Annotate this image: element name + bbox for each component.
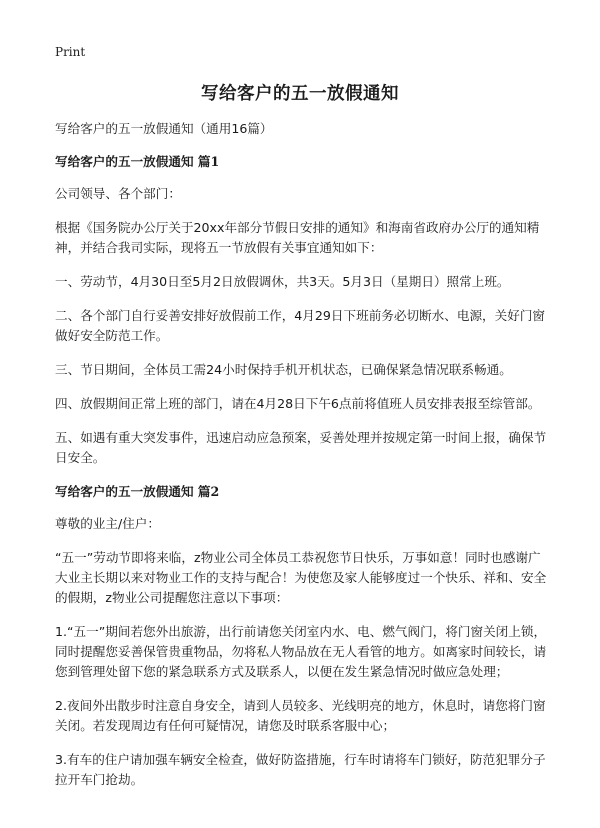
paragraph: 三、节日期间，全体员工需24小时保持手机开机状态，已确保紧急情况联系畅通。	[55, 362, 512, 377]
paragraph: “五一”劳动节即将来临，z物业公司全体员工恭祝您节日快乐，万事如意！同时也感谢广大业主长期以来对物业工作的支持与配合！为使您及家人能够度过一个快乐、祥和、安全的假期，z物业公司提醒您注意以下事项：	[55, 550, 547, 605]
print-label: Print	[55, 45, 86, 59]
document-body	[55, 119, 550, 804]
paragraph: 根据《国务院办公厅关于20xx年部分节假日安排的通知》和海南省政府办公厅的通知精神，并结合我司实际，现将五一节放假有关事宜通知如下：	[55, 220, 540, 255]
page-title: 写给客户的五一放假通知	[201, 84, 399, 104]
paragraph: 二、各个部门自行妥善安排好放假前工作，4月29日下班前务必切断水、电源，关好门窗做好安全防范工作。	[55, 308, 546, 343]
paragraph: 2.夜间外出散步时注意自身安全，请到人员较多、光线明亮的地方，休息时，请您将门窗关闭。若发现周边有任何可疑情况，请您及时联系客服中心；	[55, 698, 546, 733]
section-greeting: 公司领导、各个部门：	[55, 186, 181, 201]
section-greeting: 尊敬的业主/住户：	[55, 516, 160, 531]
paragraph: 3.有车的住户请加强车辆安全检查，做好防盗措施，行车时请将车门锁好，防范犯罪分子拉开车门抢劫。	[55, 752, 546, 787]
paragraph: 1.“五一”期间若您外出旅游，出行前请您关闭室内水、电、燃气阀门，将门窗关闭上锁，同时提醒您妥善保管贵重物品，勿将私人物品放在无人看管的地方。如离家时间较长，请您到管理处留下您的紧急联系方式及联系人，以便在发生紧急情况时做应急处理；	[55, 624, 547, 679]
paragraph: 四、放假期间正常上班的部门，请在4月28日下午6点前将值班人员安排表报至综管部。	[55, 396, 541, 411]
paragraph: 五、如遇有重大突发事件，迅速启动应急预案，妥善处理并按规定第一时间上报，确保节日安全。	[55, 430, 547, 465]
section-heading: 写给客户的五一放假通知 篇1	[55, 154, 220, 169]
paragraph: 一、劳动节，4月30日至5月2日放假调休，共3天。5月3日（星期日）照常上班。	[55, 274, 510, 289]
section-heading: 写给客户的五一放假通知 篇2	[55, 484, 220, 499]
document-subtitle: 写给客户的五一放假通知（通用16篇）	[55, 121, 273, 136]
